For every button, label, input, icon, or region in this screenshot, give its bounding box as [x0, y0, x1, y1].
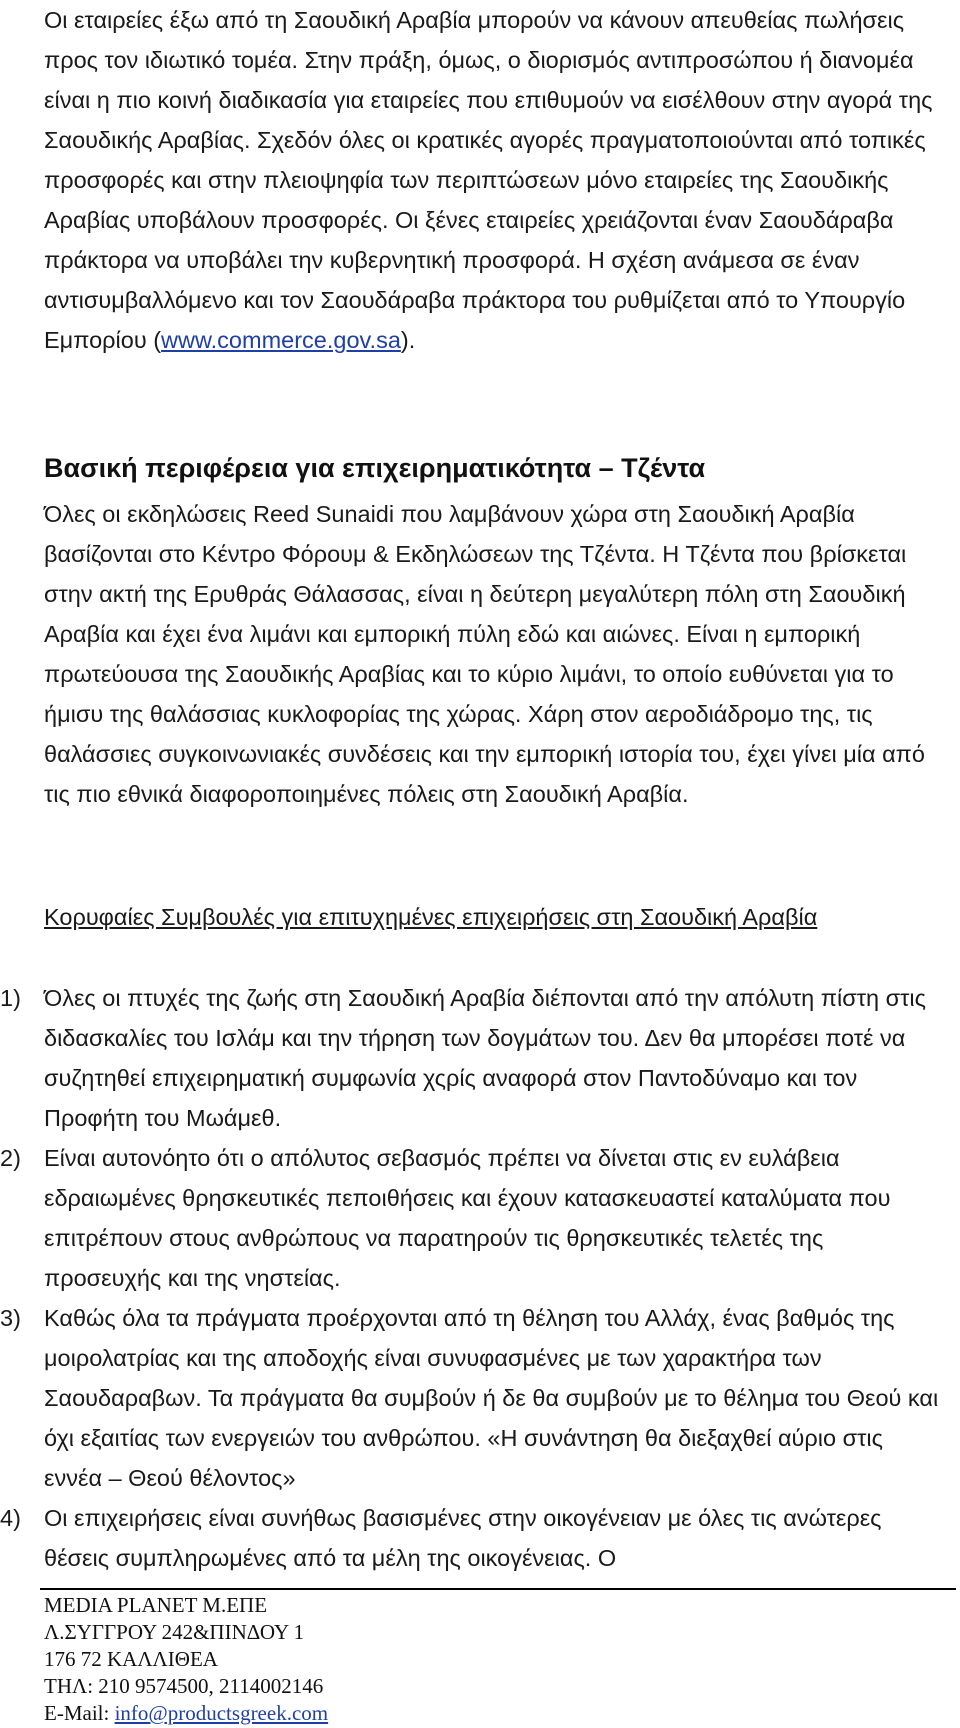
tips-heading: Κορυφαίες Συμβουλές για επιτυχημένες επιχειρήσεις στη Σαουδική Αραβία: [44, 904, 818, 930]
list-number: 2): [0, 1145, 21, 1171]
list-text: Είναι αυτονόητο ότι ο απόλυτος σεβασμός πρέπει να δίνεται στις εν ευλάβεια εδραιωμένες θρησκευτικές πεποιθήσεις και έχουν κατασκευαστεί καταλύματα που επιτρέπουν στους ανθρώπους να παρατηρούν τις θρησκευτικές τελετές της προσευχής και της νηστείας.: [44, 1145, 891, 1291]
intro-paragraph: [44, 0, 944, 360]
intro-text: Οι εταιρείες έξω από τη Σαουδική Αραβία μπορούν να κάνουν απευθείας πωλήσεις προς τον ιδιωτικό τομέα. Στην πράξη, όμως, ο διορισμός αντιπροσώπου ή διανομέα είναι η πιο κοινή διαδικασία για εταιρείες που επιθυμούν να εισέλθουν στην αγορά της Σαουδικής Αραβίας. Σχεδόν όλες οι κρατικές αγορές πραγματοποιούνται από τοπικές προσφορές και στην πλειοψηφία των περιπτώσεων μόνο εταιρείες της Σαουδικής Αραβίας υποβάλουν προσφορές. Οι ξένες εταιρείες χρειάζονται έναν Σαουδάραβα πράκτορα να υποβάλει την κυβερνητική προσφορά. Η σχέση ανάμεσα σε έναν αντισυμβαλλόμενο και τον Σαουδάραβα πράκτορα του ρυθμίζεται από το Υπουργίο Εμπορίου (: [44, 7, 933, 353]
footer-email-row: [44, 1700, 328, 1727]
footer-phone: ΤΗΛ: 210 9574500, 2114002146: [44, 1674, 324, 1698]
footer-email-link[interactable]: info@productsgreek.com: [114, 1701, 329, 1725]
footer-company: MEDIA PLANET Μ.ΕΠΕ: [44, 1593, 268, 1617]
list-number: 1): [0, 985, 21, 1011]
list-text: Καθώς όλα τα πράγματα προέρχονται από τη θέληση του Αλλάχ, ένας βαθμός της μοιρολατρίας και της αποδοχής είναι συνυφασμένες με των χαρακτήρα των Σαουδαραβων. Τα πράγματα θα συμβούν ή δε θα συμβούν με το θέλημα του Θεού και όχι εξαιτίας των ενεργειών του ανθρώπου. «Η συνάντηση θα διεξαχθεί αύριο στις εννέα – Θεού θέλοντος»: [44, 1305, 939, 1491]
list-text: Οι επιχειρήσεις είναι συνήθως βασισμένες στην οικογένειαν με όλες τις ανώτερες θέσεις συμπληρωμένες από τα μέλη της οικογένειας. Ο: [44, 1505, 882, 1571]
intro-suffix: ).: [400, 327, 416, 353]
jeddah-heading: Βασική περιφέρεια για επιχειρηματικότητα – Τζέντα: [44, 453, 706, 483]
commerce-link[interactable]: www.commerce.gov.sa: [161, 327, 401, 353]
footer-city: 176 72 ΚΑΛΛΙΘΕΑ: [44, 1647, 218, 1671]
list-number: 4): [0, 1505, 21, 1531]
tips-list: [0, 978, 944, 1578]
list-item: [0, 1498, 944, 1578]
list-text: Όλες οι πτυχές της ζωής στη Σαουδική Αραβία διέπονται από την απόλυτη πίστη στις διδασκαλίες του Ισλάμ και την τήρηση των δογμάτων του. Δεν θα μπορέσει ποτέ να συζητηθεί επιχειρηματική συμφωνία χςρίς αναφορά στον Παντοδύναμο και τον Προφήτη του Μωάμεθ.: [44, 985, 926, 1131]
footer-email-label: E-Mail:: [44, 1701, 115, 1725]
list-item: [0, 1138, 944, 1298]
list-item: [0, 978, 944, 1138]
jeddah-paragraph: Όλες οι εκδηλώσεις Reed Sunaidi που λαμβάνουν χώρα στη Σαουδική Αραβία βασίζονται στο Κέντρο Φόρουμ & Εκδηλώσεων της Τζέντα. Η Τζέντα που βρίσκεται στην ακτή της Ερυθράς Θάλασσας, είναι η δεύτερη μεγαλύτερη πόλη στη Σαουδική Αραβία και έχει ένα λιμάνι και εμπορική πύλη εδώ και αιώνες. Είναι η εμπορική πρωτεύουσα της Σαουδικής Αραβίας και το κύριο λιμάνι, το οποίο ευθύνεται για το ήμισυ της θαλάσσιας κυκλοφορίας της χώρας. Χάρη στον αεροδιάδρομο της, τις θαλάσσιες συγκοινωνιακές συνδέσεις και την εμπορική ιστορία του, έχει γίνει μία από τις πιο εθνικά διαφοροποιημένες πόλεις στη Σαουδική Αραβία.: [44, 501, 925, 807]
list-number: 3): [0, 1305, 21, 1331]
footer-divider: [40, 1588, 956, 1590]
footer: [44, 1592, 328, 1727]
footer-address: Λ.ΣΥΓΓΡΟΥ 242&ΠΙΝΔΟΥ 1: [44, 1620, 305, 1644]
list-item: [0, 1298, 944, 1498]
